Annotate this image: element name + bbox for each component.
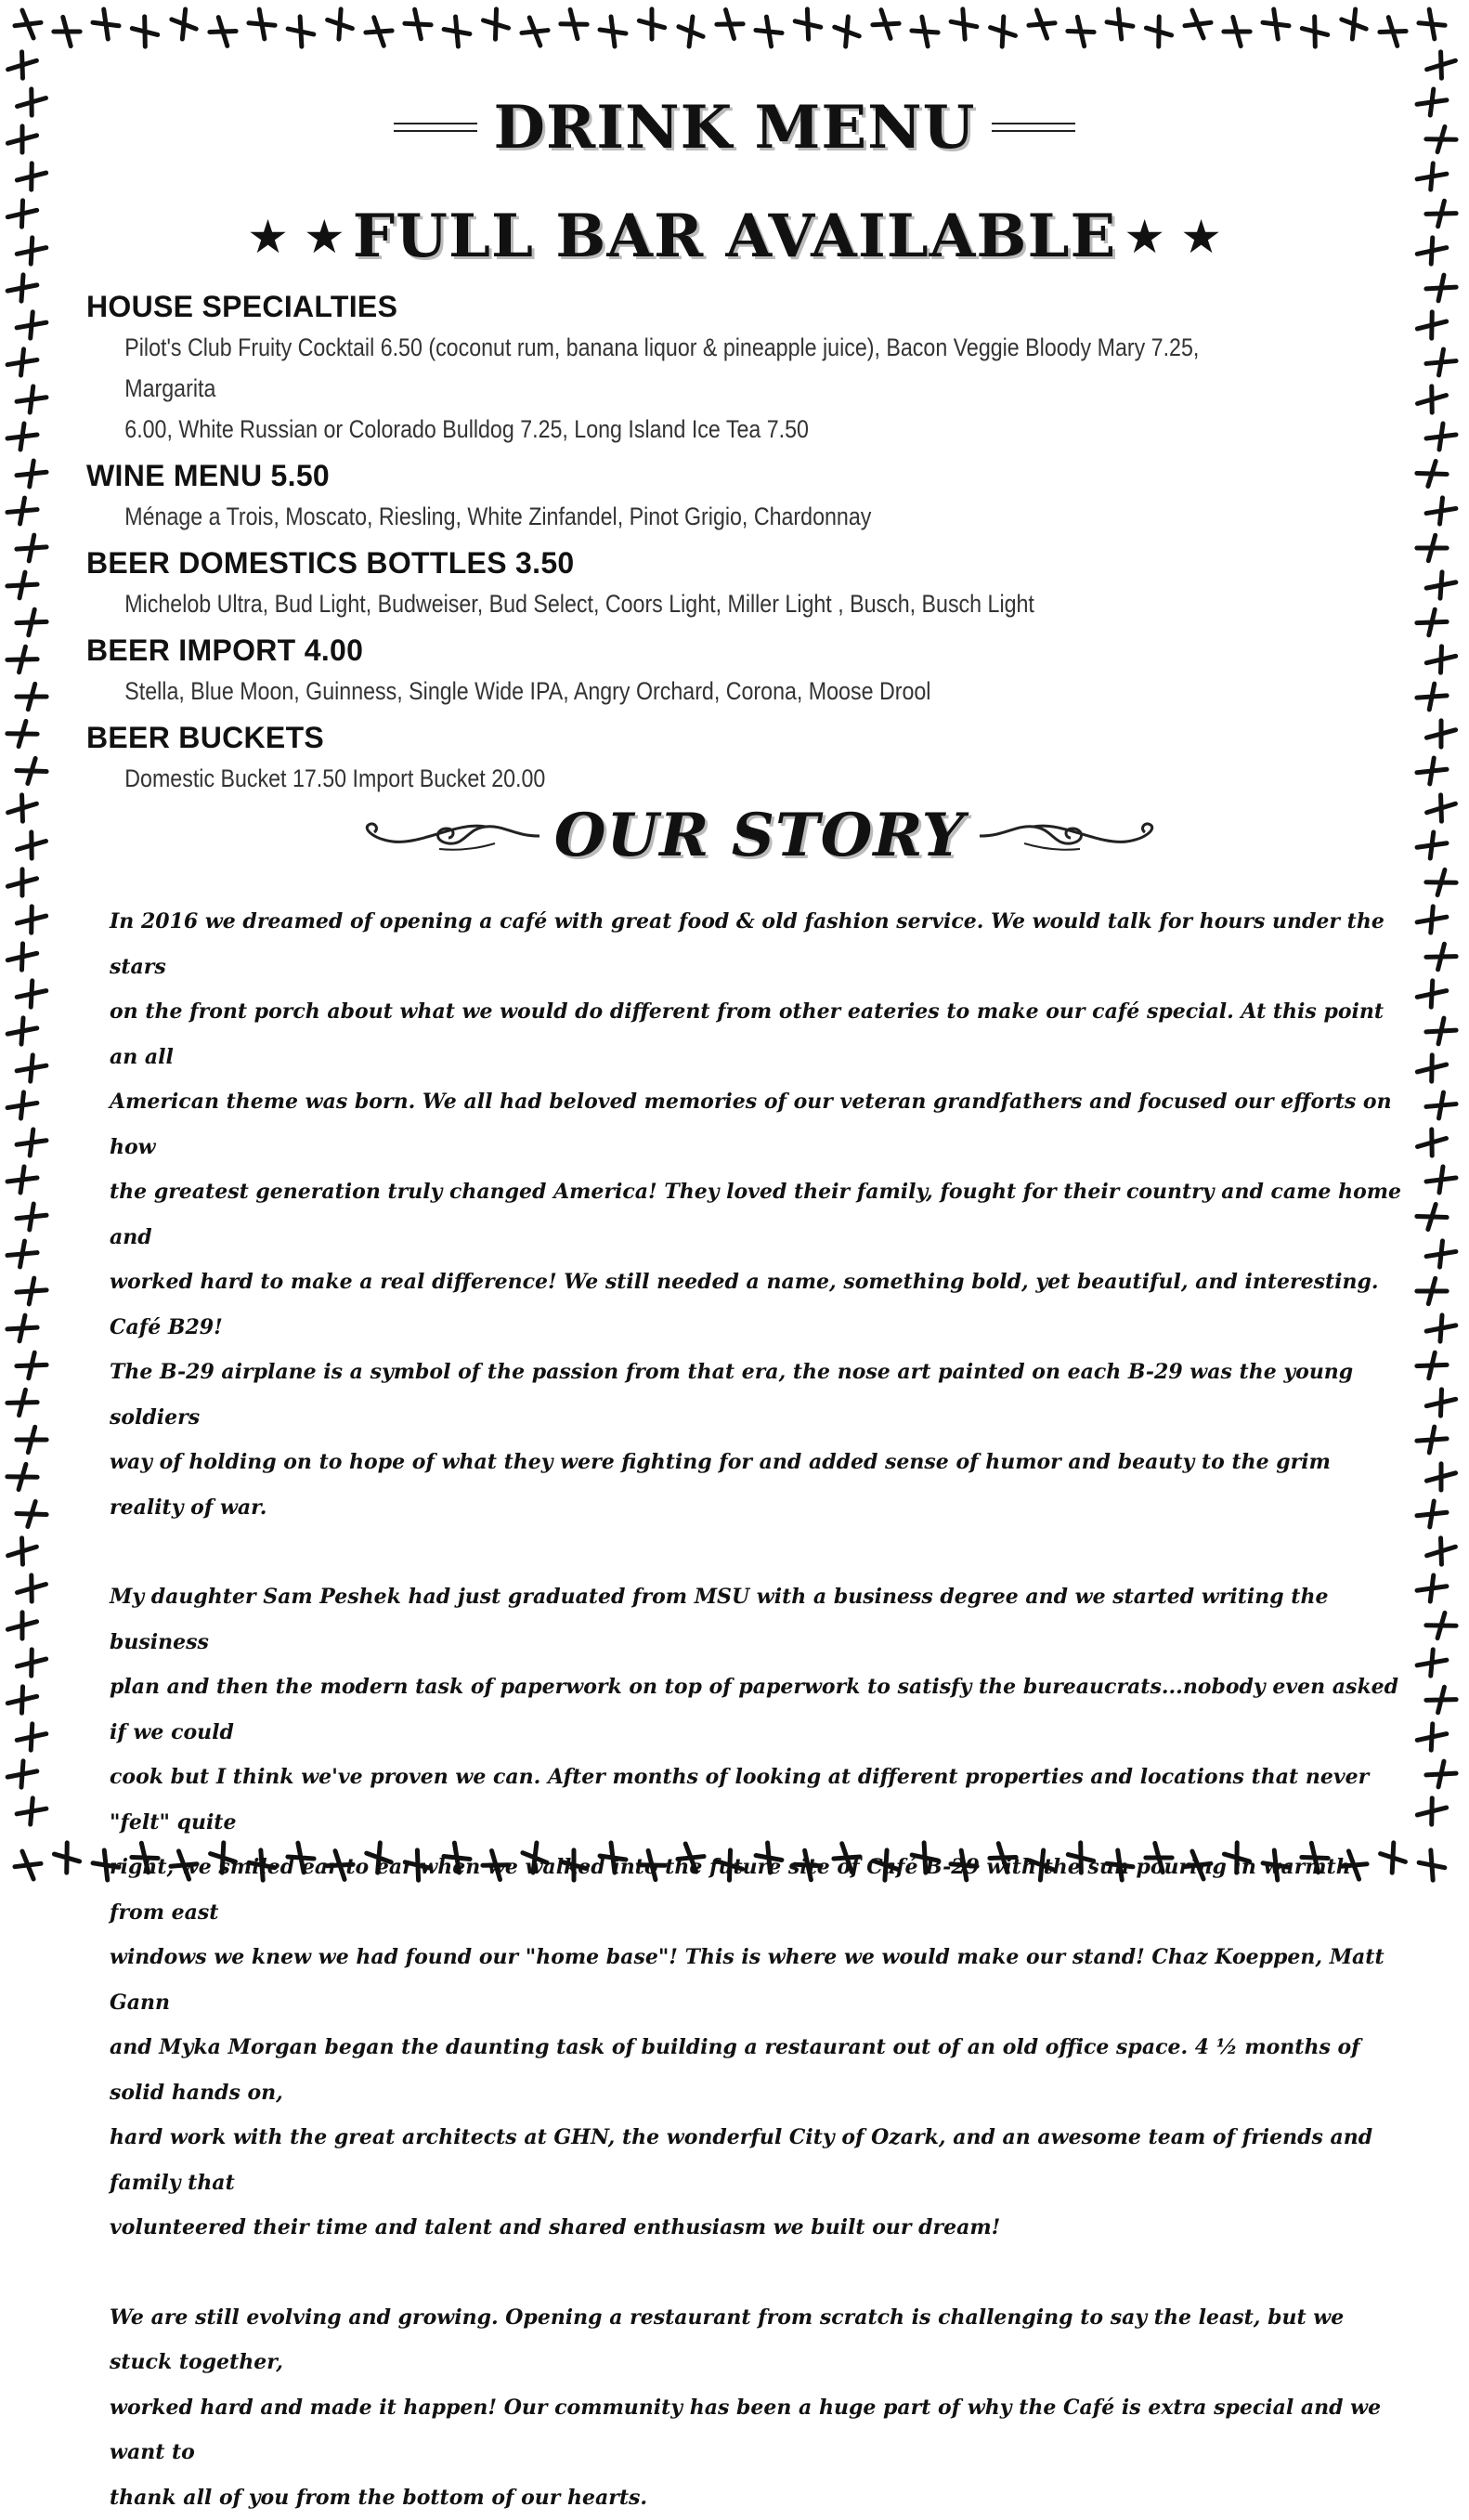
cross-mark [1107, 9, 1134, 39]
cross-mark [1415, 1202, 1449, 1233]
story-line: on the front porch about what we would do different from other eateries to make our café special. At this point an all [110, 989, 1410, 1079]
cross-mark [6, 1760, 38, 1788]
cross-mark [168, 7, 200, 41]
cross-mark [1416, 980, 1448, 1009]
cross-mark [324, 7, 356, 42]
cross-mark [1417, 1575, 1447, 1602]
cross-mark [1425, 1017, 1457, 1045]
story-line: American theme was born. We all had beloved memories of our veteran grandfathers and focused our efforts on how [110, 1079, 1410, 1169]
cross-mark [1416, 1426, 1447, 1454]
story-line: worked hard and made it happen! Our community has been a huge part of why the Café is extra special and we want to [110, 2385, 1410, 2475]
cross-mark [443, 17, 470, 47]
cross-mark [1426, 497, 1457, 524]
cross-mark [1415, 1276, 1448, 1306]
star-icon: ★ [1180, 214, 1222, 260]
cross-mark [7, 1240, 38, 1267]
cross-mark [17, 1204, 46, 1231]
story-line: and Myka Morgan began the daunting task of building a restaurant out of an old office space. 4 ½ months of solid hands on, [110, 2025, 1410, 2115]
cross-mark [637, 7, 667, 40]
story-line: hard work with the great architects at GHN, the wonderful City of Ozark, and an awesome team of friends and family that [110, 2115, 1410, 2205]
story-line: cook but I think we've proven we can. After months of looking at different properties and locations that never "felt" quite [110, 1755, 1410, 1845]
cross-mark [1425, 571, 1457, 599]
cross-mark [1144, 15, 1174, 48]
cross-mark [911, 16, 939, 47]
cross-mark [16, 534, 46, 562]
cross-mark [950, 8, 978, 39]
cross-mark [6, 868, 39, 897]
section-items: Michelob Ultra, Bud Light, Budweiser, Bud Select, Coors Light, Miller Light , Busch, Busch Light [86, 583, 1218, 624]
cross-mark [1338, 7, 1370, 41]
cross-mark [287, 16, 315, 47]
cross-mark [1418, 8, 1446, 39]
cross-mark [1425, 1685, 1458, 1714]
cross-mark [15, 905, 47, 934]
story-line: windows we knew we had found our "home base"! This is where we would make our stand! Chaz Koeppen, Matt Gann [110, 1935, 1410, 2025]
cross-mark [1300, 16, 1329, 48]
story-line: volunteered their time and talent and shared enthusiasm we built our dream! [110, 2205, 1410, 2251]
cross-mark [248, 8, 276, 39]
decorative-lines-right [992, 119, 1075, 137]
cross-mark [130, 16, 159, 48]
our-story-title: OUR STORY [554, 806, 966, 866]
cross-mark [1424, 1535, 1458, 1566]
section-heading: BEER DOMESTICS BOTTLES 3.50 [86, 542, 1386, 583]
decorative-lines-left [394, 119, 477, 137]
cross-mark [6, 1017, 38, 1045]
section-items: Pilot's Club Fruity Cocktail 6.50 (coconut rum, banana liquor & pineapple juice), Bacon Veggie Bloody Mary 7.25, Margarita [86, 327, 1218, 409]
section-items: Stella, Blue Moon, Guinness, Single Wide IPA, Angry Orchard, Corona, Moose Drool [86, 671, 1218, 712]
cross-mark [6, 792, 39, 823]
cross-mark [16, 1723, 47, 1752]
cross-mark [16, 1054, 46, 1082]
story-paragraph [110, 2295, 1410, 2520]
story-line: The B-29 airplane is a symbol of the passion from that era, the nose art painted on each B-29 was the young soldiers [110, 1350, 1410, 1440]
cross-mark [6, 1314, 38, 1342]
cross-mark [15, 1499, 48, 1530]
story-line: In 2016 we dreamed of opening a café with great food & old fashion service. We would talk for hours under the stars [110, 899, 1410, 989]
drink-menu-list [86, 286, 1386, 804]
cross-mark [1181, 7, 1214, 42]
cross-mark [1416, 906, 1447, 934]
cross-mark [1424, 1462, 1458, 1492]
full-bar-header [0, 190, 1469, 283]
flourish-right-icon [978, 817, 1164, 855]
cross-mark [6, 719, 39, 749]
cross-mark [1426, 1091, 1457, 1118]
cross-mark [1425, 942, 1458, 971]
cross-mark [559, 7, 589, 40]
menu-section [86, 717, 1386, 799]
cross-mark [600, 17, 626, 46]
cross-mark [1416, 1351, 1448, 1380]
cross-mark [6, 1388, 39, 1417]
cross-mark [1415, 1796, 1448, 1826]
story-paragraph [110, 1574, 1410, 2251]
drink-menu-header [0, 82, 1469, 175]
cross-mark [15, 756, 48, 787]
cross-mark [1424, 792, 1458, 823]
cross-mark [6, 1535, 39, 1566]
cross-mark [52, 15, 82, 48]
cross-mark [1416, 608, 1448, 637]
story-line: My daughter Sam Peshek had just graduated from MSU with a business degree and we started writing the business [110, 1574, 1410, 1665]
cross-mark [1415, 385, 1449, 415]
cross-mark [17, 461, 46, 488]
story-line: the greatest generation truly changed America! They loved their family, fought for their country and came home and [110, 1169, 1410, 1260]
cross-mark [1425, 1314, 1457, 1342]
cross-mark [1418, 1849, 1446, 1880]
cross-mark [16, 311, 46, 339]
story-line: right, we smiled ear to ear when we walked into the future site of Café B-29 with the sun pouring in warmth from east [110, 1845, 1410, 1935]
cross-mark [715, 7, 746, 41]
story-line: way of holding on to hope of what they were fighting for and added sense of humor and beauty to the grim reality of war. [110, 1440, 1410, 1530]
cross-mark [93, 9, 120, 39]
menu-section [86, 542, 1386, 624]
section-heading: BEER IMPORT 4.00 [86, 630, 1386, 671]
cross-mark [15, 1573, 48, 1604]
cross-mark [1415, 1053, 1448, 1083]
cross-mark [1424, 49, 1458, 80]
cross-mark [1425, 1388, 1458, 1417]
section-heading: HOUSE SPECIALTIES [86, 286, 1386, 327]
menu-section [86, 630, 1386, 712]
menu-section [86, 455, 1386, 537]
cross-mark [7, 1091, 38, 1118]
cross-mark [15, 682, 47, 712]
story-paragraph [110, 899, 1410, 1530]
cross-mark [1415, 1128, 1449, 1158]
cross-mark [6, 1462, 39, 1492]
cross-mark [1426, 348, 1457, 375]
cross-mark [6, 1611, 39, 1640]
cross-mark [1416, 683, 1447, 711]
story-line: worked hard to make a real difference! We still needed a name, something bold, yet beautiful, and interesting. Café B29! [110, 1260, 1410, 1350]
cross-mark [1066, 16, 1095, 48]
star-icon: ★ [247, 214, 289, 260]
cross-mark [1415, 533, 1448, 563]
cross-mark [7, 1167, 37, 1193]
cross-mark [1425, 645, 1458, 673]
cross-mark [1222, 15, 1252, 48]
cross-mark [1426, 1167, 1456, 1193]
cross-mark [870, 7, 902, 42]
story-line: thank all of you from the bottom of our hearts. [110, 2475, 1410, 2520]
cross-mark [7, 497, 38, 524]
cross-mark [1425, 1760, 1457, 1788]
cross-mark [1377, 15, 1408, 48]
cross-mark [831, 14, 863, 48]
our-story-text [110, 899, 1410, 2520]
cross-mark [1416, 1723, 1448, 1752]
section-items: Ménage a Trois, Moscato, Riesling, White Zinfandel, Pinot Grigio, Chardonnay [86, 496, 1218, 537]
star-icon: ★ [304, 214, 345, 260]
story-line: We are still evolving and growing. Opening a restaurant from scratch is challenging to say the least, but we stuck together, [110, 2295, 1410, 2385]
star-icon: ★ [1124, 214, 1165, 260]
cross-mark [1424, 868, 1458, 897]
page-title: DRINK MENU [494, 98, 976, 158]
section-items: 6.00, White Russian or Colorado Bulldog 7.25, Long Island Ice Tea 7.50 [86, 409, 1218, 450]
menu-section [86, 286, 1386, 450]
section-heading: WINE MENU 5.50 [86, 455, 1386, 496]
cross-mark [675, 14, 708, 49]
cross-mark [15, 830, 48, 861]
cross-mark [755, 17, 782, 47]
cross-mark [1424, 1611, 1458, 1640]
cross-mark [1417, 832, 1447, 859]
cross-mark [6, 942, 39, 971]
full-bar-title: FULL BAR AVAILABLE [353, 207, 1117, 267]
cross-mark [1416, 1649, 1447, 1677]
cross-mark [6, 645, 39, 673]
cross-mark [207, 15, 238, 48]
cross-mark [1424, 719, 1458, 749]
cross-mark [1426, 1240, 1457, 1267]
cross-mark [6, 1685, 39, 1714]
cross-mark [6, 571, 38, 599]
cross-mark [481, 7, 512, 41]
cross-mark [794, 8, 823, 40]
cross-mark [6, 49, 39, 80]
cross-mark [1263, 9, 1290, 39]
cross-mark [7, 348, 38, 375]
cross-mark [11, 1848, 44, 1883]
cross-mark [16, 980, 47, 1009]
section-items: Domestic Bucket 17.50 Import Bucket 20.00 [86, 758, 1218, 799]
cross-mark [404, 8, 433, 40]
story-line: plan and then the modern task of paperwork on top of paperwork to satisfy the bureaucrats...nobody even asked if we could [110, 1665, 1410, 1755]
cross-mark [1415, 310, 1448, 340]
cross-mark [1417, 758, 1447, 785]
cross-mark [17, 386, 46, 413]
cross-mark [52, 1841, 82, 1874]
cross-mark [7, 424, 37, 450]
cross-mark [987, 15, 1018, 48]
cross-mark [363, 14, 395, 48]
cross-mark [1426, 424, 1456, 450]
cross-mark [15, 1425, 47, 1455]
our-story-header [110, 790, 1410, 882]
cross-mark [16, 1351, 47, 1380]
cross-mark [16, 1797, 46, 1825]
cross-mark [1415, 459, 1449, 490]
cross-mark [16, 608, 47, 637]
cross-mark [15, 1648, 47, 1678]
cross-mark [519, 14, 552, 49]
cross-mark [1026, 7, 1058, 41]
cross-mark [17, 1129, 46, 1156]
cross-mark [1417, 1501, 1447, 1528]
flourish-left-icon [356, 817, 541, 855]
cross-mark [16, 1277, 46, 1305]
cross-mark [11, 7, 44, 42]
section-heading: BEER BUCKETS [86, 717, 1386, 758]
